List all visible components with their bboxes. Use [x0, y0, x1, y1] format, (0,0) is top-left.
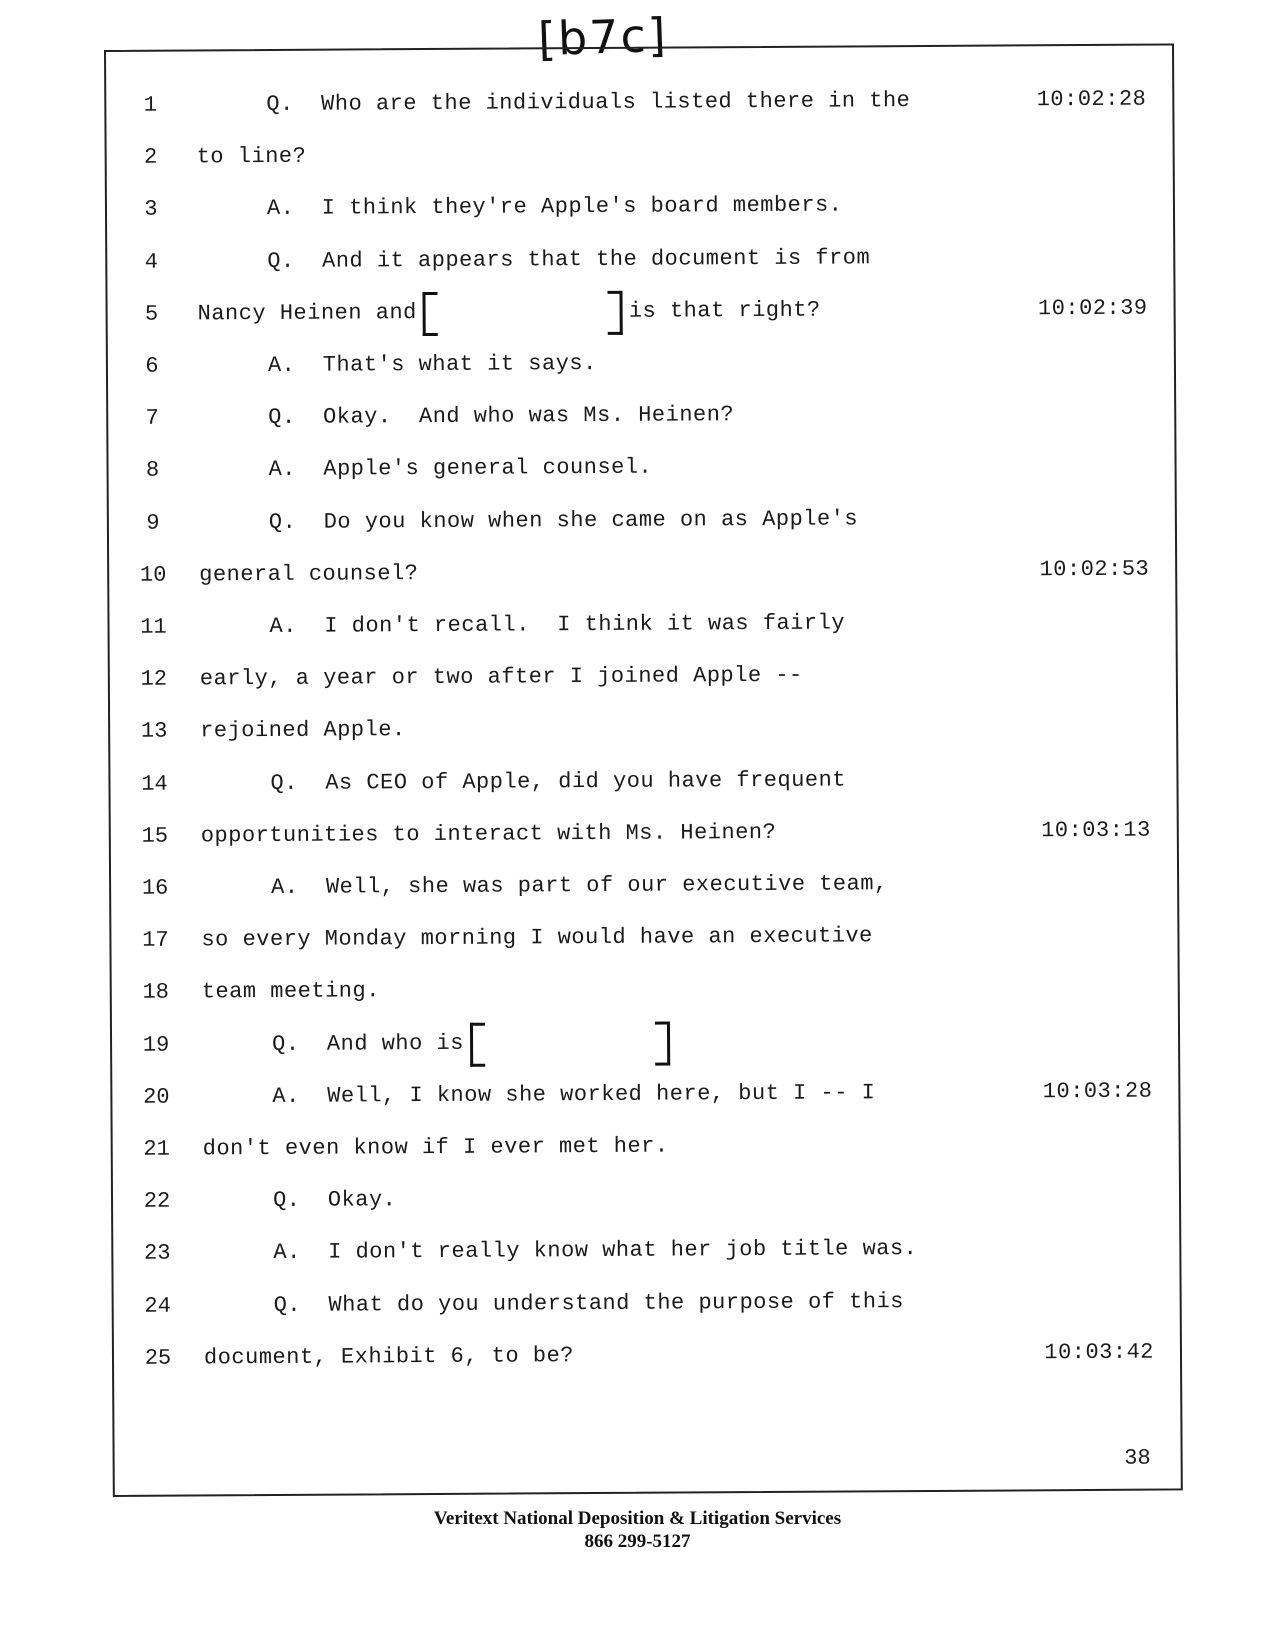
line-text [203, 1127, 669, 1170]
transcript-line [110, 706, 1176, 753]
line-text-after-redaction: is that right? [628, 297, 821, 324]
transcript-line [109, 497, 1175, 544]
line-text-main: A. Well, I know she worked here, but I -- I [272, 1080, 876, 1109]
line-text-main: A. I don't really know what her job title was. [273, 1236, 918, 1266]
line-number: 24 [144, 1293, 171, 1319]
line-text-main: to line? [196, 143, 307, 170]
line-text-main: general counsel? [199, 560, 419, 588]
transcript-line [114, 1332, 1180, 1379]
transcript-line [112, 1071, 1178, 1118]
line-text [267, 238, 870, 282]
line-text [272, 1073, 875, 1117]
transcript-line [112, 1019, 1178, 1066]
line-text [266, 81, 910, 125]
line-text-main: so every Monday morning I would have an executive [201, 923, 873, 953]
line-number: 15 [141, 823, 169, 849]
line-text-main: Q. Who are the individuals listed there in the [266, 88, 911, 118]
line-text-main: Q. What do you understand the purpose of this [273, 1288, 905, 1318]
line-text [273, 1180, 397, 1221]
line-text [204, 1336, 574, 1378]
page-number: 38 [1124, 1445, 1151, 1471]
line-number: 1 [143, 92, 158, 118]
footer-phone: 866 299-5127 [584, 1531, 691, 1552]
timestamp: 10:03:42 [1044, 1339, 1155, 1366]
redaction-bracket [470, 1023, 670, 1060]
transcript-line [108, 393, 1174, 440]
line-text-main: rejoined Apple. [200, 717, 406, 744]
line-number: 21 [143, 1136, 170, 1162]
transcript-line [109, 549, 1175, 596]
transcript-line [106, 79, 1172, 126]
line-text-main: Q. And who is [271, 1030, 464, 1057]
timestamp: 10:02:39 [1037, 295, 1148, 322]
line-number: 20 [143, 1084, 170, 1110]
line-text-main: A. Well, she was part of our executive team, [271, 871, 888, 900]
line-number: 14 [141, 771, 168, 797]
line-text [201, 813, 777, 857]
line-text-main: opportunities to interact with Ms. Heinen? [200, 819, 777, 849]
line-number: 8 [145, 458, 160, 484]
redaction-code-stamp: [b7c] [537, 7, 669, 67]
line-text-main: early, a year or two after I joined Apple -- [199, 662, 803, 692]
line-text [269, 499, 858, 543]
transcript-line [111, 862, 1177, 909]
line-text-main: Q. As CEO of Apple, did you have frequent [270, 767, 847, 796]
redaction-bracket [423, 293, 623, 330]
line-number: 6 [145, 353, 159, 379]
line-text [274, 1282, 905, 1326]
transcript-line [111, 915, 1177, 962]
transcript-line [110, 758, 1176, 805]
line-number: 19 [142, 1032, 170, 1058]
transcript-line [114, 1280, 1180, 1327]
transcript-page-frame [104, 43, 1183, 1497]
timestamp: 10:03:28 [1042, 1078, 1153, 1105]
transcript-line [107, 132, 1173, 179]
line-number: 16 [141, 875, 169, 901]
line-number: 22 [143, 1188, 171, 1214]
line-number: 3 [144, 197, 158, 223]
transcript-line [107, 184, 1173, 231]
line-number: 18 [142, 980, 170, 1006]
transcript-line [108, 445, 1174, 492]
line-text [202, 972, 380, 1013]
line-text-main: Q. Okay. [272, 1187, 397, 1214]
line-text [268, 344, 597, 386]
transcript-line [110, 654, 1176, 701]
line-number: 7 [145, 405, 159, 431]
line-text [197, 137, 307, 178]
line-text [271, 864, 888, 908]
timestamp: 10:03:13 [1041, 817, 1151, 844]
line-text [268, 395, 734, 438]
line-text [272, 1022, 676, 1064]
transcript-line [111, 810, 1177, 857]
line-text [197, 290, 820, 334]
line-text-main: team meeting. [201, 978, 380, 1005]
transcript-line [109, 601, 1175, 648]
transcript-line [108, 340, 1174, 387]
line-text [199, 554, 418, 595]
line-text [268, 448, 652, 490]
line-text [201, 917, 873, 961]
transcript-line [107, 236, 1173, 283]
line-number: 10 [139, 562, 167, 588]
line-text [269, 603, 845, 647]
line-number: 2 [143, 144, 158, 170]
line-text [270, 760, 846, 804]
line-text-main: A. Apple's general counsel. [268, 455, 653, 483]
line-number: 4 [144, 249, 158, 275]
line-number: 23 [144, 1241, 171, 1267]
transcript-line [113, 1176, 1179, 1223]
line-number: 5 [144, 301, 159, 327]
transcript-line [113, 1123, 1179, 1170]
line-text-main: A. That's what it says. [267, 350, 597, 379]
line-text-main: Q. Do you know when she came on as Apple's [268, 505, 859, 535]
line-text [200, 656, 803, 700]
line-number: 12 [140, 666, 168, 692]
line-text-main: don't even know if I ever met her. [202, 1133, 669, 1162]
line-text [200, 711, 406, 752]
line-text-main: Nancy Heinen and [197, 299, 417, 327]
line-text-main: Q. And it appears that the document is from [267, 244, 871, 274]
line-number: 25 [144, 1345, 172, 1371]
line-number: 11 [140, 614, 167, 640]
timestamp: 10:02:53 [1039, 556, 1150, 583]
transcript-line [113, 1228, 1179, 1275]
transcript-line [112, 967, 1178, 1014]
line-text [267, 186, 843, 230]
line-number: 9 [146, 510, 160, 536]
timestamp: 10:02:28 [1036, 86, 1147, 113]
line-number: 17 [142, 927, 169, 953]
line-text-main: document, Exhibit 6, to be? [203, 1342, 575, 1371]
line-text-main: A. I think they're Apple's board members. [266, 192, 843, 222]
footer-company: Veritext National Deposition & Litigation Services [433, 1508, 842, 1529]
line-text-main: A. I don't recall. I think it was fairly [269, 610, 846, 639]
transcript-line [107, 288, 1173, 335]
line-text [273, 1229, 917, 1273]
line-text-main: Q. Okay. And who was Ms. Heinen? [268, 402, 735, 431]
line-number: 13 [140, 719, 168, 745]
